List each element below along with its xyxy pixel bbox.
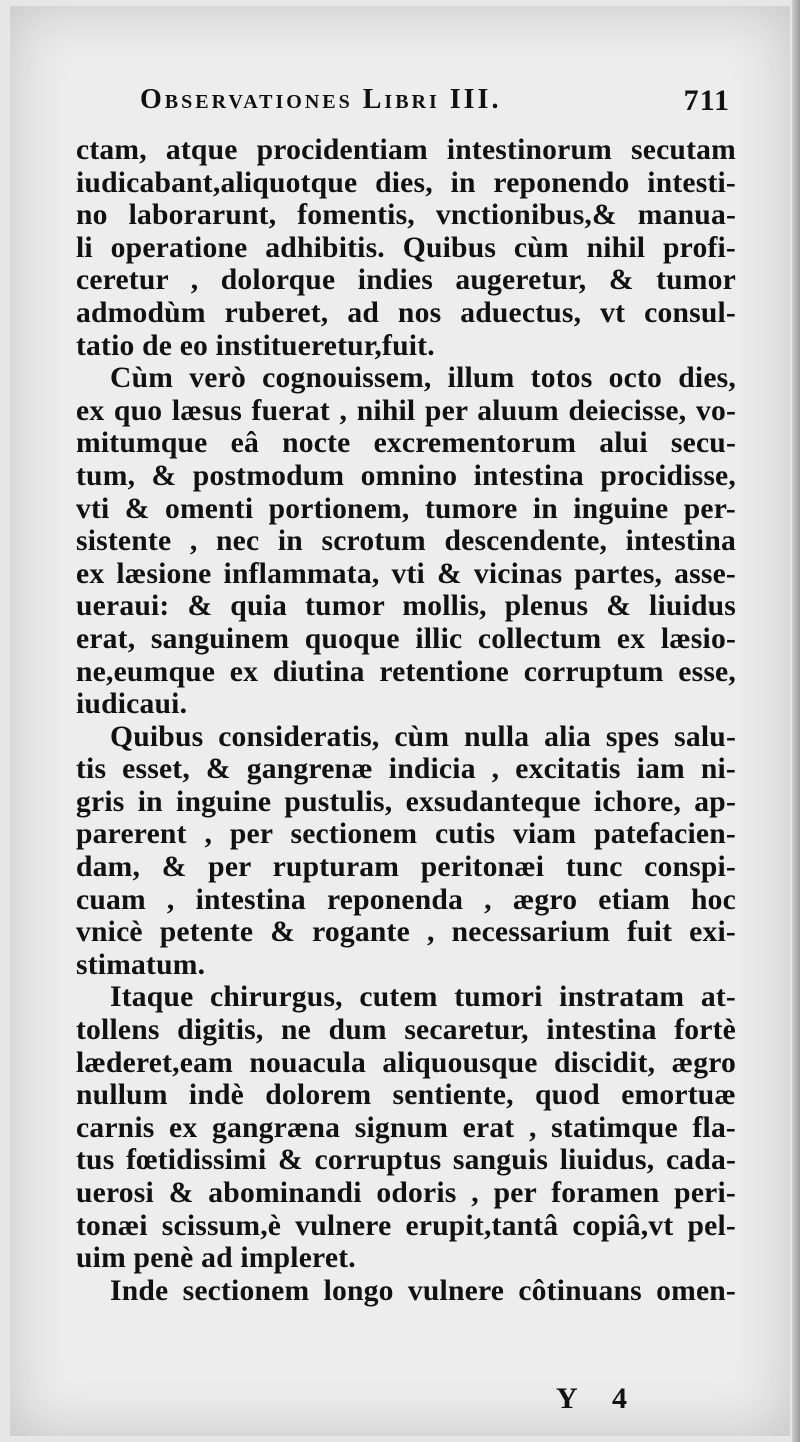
text-line: dam, & per rupturam peritonæi tunc conspi-: [76, 851, 736, 884]
text-line: uerosi & abominandi odoris , per foramen peri-: [76, 1177, 736, 1209]
text-line: ceretur , dolorque indies augeretur, & tumor: [76, 264, 736, 297]
text-line: tatio de eo institueretur,fuit.: [76, 329, 435, 362]
text-line: tonæi scissum,è vulnere erupit,tantâ copiâ,vt pel-: [76, 1209, 736, 1242]
text-line: iudicaui.: [76, 688, 188, 721]
text-line: Cùm verò cognouissem, illum totos octo dies,: [110, 362, 736, 395]
text-line: ex quo læsus fuerat , nihil per aluum deiecisse, vo-: [76, 394, 736, 427]
text-line: tum, & postmodum omnino intestina procidisse,: [76, 459, 736, 492]
page-header: [140, 84, 730, 124]
binding-edge: [792, 0, 800, 1442]
text-line: Quibus consideratis, cùm nulla alia spes salu-: [110, 720, 736, 753]
text-line: admodùm ruberet, ad nos aduectus, vt consul-: [76, 296, 736, 329]
running-head: Observationes Libri III.: [140, 84, 502, 115]
text-line: ctam, atque procidentiam intestinorum secutam: [76, 134, 736, 166]
text-line: erat, sanguinem quoque illic collectum ex læsio-: [76, 622, 736, 655]
text-line: vti & omenti portionem, tumore in inguine per-: [76, 492, 736, 525]
text-line: li operatione adhibitis. Quibus cùm nihil profi-: [76, 231, 736, 264]
page-number: 711: [683, 84, 730, 117]
text-line: mitumque eâ nocte excrementorum alui secu-: [76, 427, 736, 460]
text-line: ex læsione inflammata, vti & vicinas partes, asse-: [76, 557, 736, 590]
text-line: ne,eumque ex diutina retentione corruptum esse,: [76, 655, 736, 688]
text-line: tollens digitis, ne dum secaretur, intestina fortè: [76, 1014, 736, 1047]
text-line: sistente , nec in scrotum descendente, intestina: [76, 525, 736, 558]
book-page: [10, 6, 790, 1436]
body-text: [76, 134, 736, 1307]
text-line: tus fœtidissimi & corruptus sanguis liuidus, cada-: [76, 1144, 736, 1177]
text-line: uim penè ad impleret.: [76, 1242, 356, 1275]
text-line: iudicabant,aliquotque dies, in reponendo intesti-: [76, 166, 736, 199]
text-line: carnis ex gangræna signum erat , statimque fla-: [76, 1111, 736, 1144]
text-line: parerent , per sectionem cutis viam patefacien-: [76, 818, 736, 851]
text-line: cuam , intestina reponenda , ægro etiam hoc: [76, 883, 736, 916]
text-line: Inde sectionem longo vulnere côtinuans omen-: [110, 1274, 736, 1307]
text-line: tis esset, & gangrenæ indicia , excitatis iam ni-: [76, 753, 736, 786]
text-line: vnicè petente & rogante , necessarium fuit exi-: [76, 916, 736, 949]
signature-mark: Y 4: [556, 1382, 642, 1415]
text-line: no laborarunt, fomentis, vnctionibus,& manua-: [76, 199, 736, 232]
text-line: læderet,eam nouacula aliquousque discidit, ægro: [76, 1046, 736, 1079]
text-line: nullum indè dolorem sentiente, quod emortuæ: [76, 1079, 736, 1112]
text-line: ueraui: & quia tumor mollis, plenus & liuidus: [76, 590, 736, 623]
page-footer: [556, 1382, 676, 1422]
text-line: gris in inguine pustulis, exsudanteque ichore, ap-: [76, 785, 736, 818]
text-line: stimatum.: [76, 948, 206, 981]
text-line: Itaque chirurgus, cutem tumori instratam at-: [110, 981, 736, 1014]
